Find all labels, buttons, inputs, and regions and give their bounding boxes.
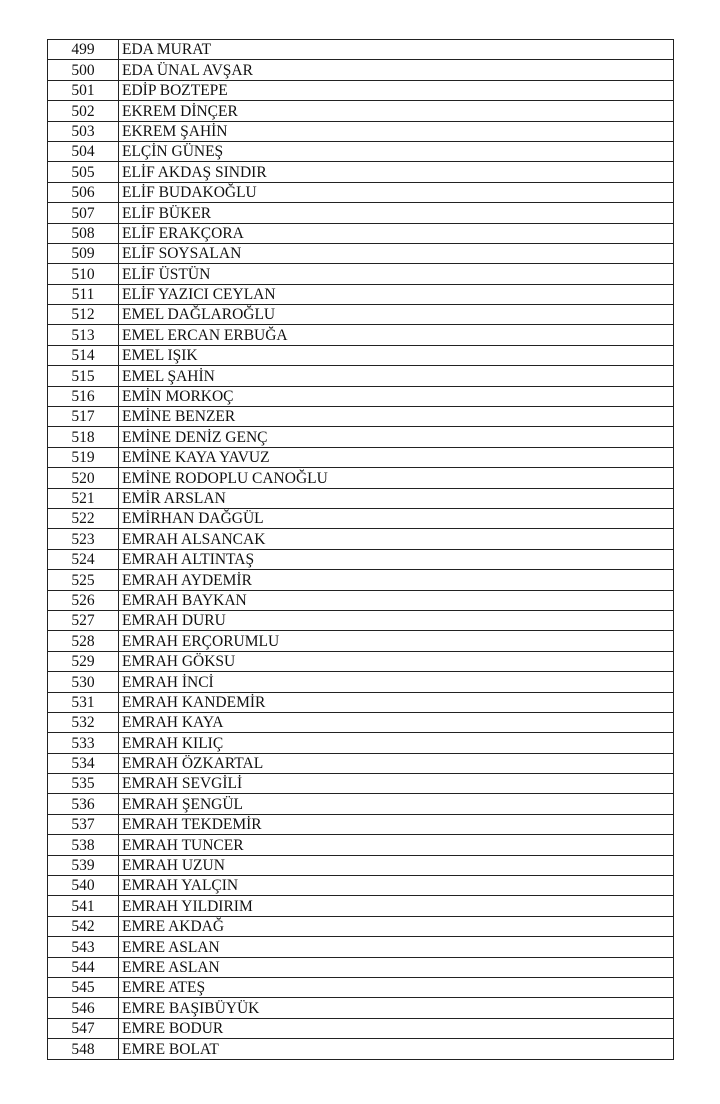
person-name: EKREM DİNÇER [119,101,674,121]
person-name: EMRAH ŞENGÜL [119,794,674,814]
row-number: 519 [48,447,119,467]
name-list-table [47,39,674,1060]
row-number: 502 [48,101,119,121]
table-row [48,855,674,875]
person-name: EMRE ASLAN [119,937,674,957]
table-row [48,570,674,590]
person-name: EDİP BOZTEPE [119,80,674,100]
person-name: ELİF ÜSTÜN [119,264,674,284]
row-number: 530 [48,672,119,692]
person-name: EMRAH AYDEMİR [119,570,674,590]
person-name: EMRAH YILDIRIM [119,896,674,916]
table-row [48,488,674,508]
row-number: 521 [48,488,119,508]
table-row [48,1039,674,1059]
person-name: EMEL DAĞLAROĞLU [119,305,674,325]
person-name: ELİF YAZICI CEYLAN [119,284,674,304]
row-number: 512 [48,305,119,325]
person-name: ELÇİN GÜNEŞ [119,141,674,161]
table-row [48,549,674,569]
table-row [48,631,674,651]
table-row [48,223,674,243]
table-row [48,60,674,80]
table-row [48,427,674,447]
person-name: EMİNE KAYA YAVUZ [119,447,674,467]
row-number: 535 [48,774,119,794]
table-row [48,203,674,223]
person-name: EMEL ŞAHİN [119,366,674,386]
document-page [47,39,674,1060]
table-row [48,794,674,814]
row-number: 522 [48,508,119,528]
table-row [48,876,674,896]
row-number: 540 [48,876,119,896]
person-name: EMRAH ÖZKARTAL [119,753,674,773]
row-number: 546 [48,998,119,1018]
table-row [48,264,674,284]
table-row [48,957,674,977]
person-name: EMRE ATEŞ [119,977,674,997]
table-row [48,101,674,121]
person-name: EMRE BOLAT [119,1039,674,1059]
row-number: 533 [48,733,119,753]
person-name: ELİF BUDAKOĞLU [119,182,674,202]
table-row [48,835,674,855]
person-name: EMRAH DURU [119,610,674,630]
row-number: 514 [48,345,119,365]
person-name: EMRAH TUNCER [119,835,674,855]
table-row [48,468,674,488]
table-row [48,733,674,753]
row-number: 501 [48,80,119,100]
row-number: 505 [48,162,119,182]
table-row [48,141,674,161]
person-name: EMEL ERCAN ERBUĞA [119,325,674,345]
table-row [48,508,674,528]
row-number: 499 [48,40,119,60]
table-row [48,386,674,406]
row-number: 534 [48,753,119,773]
person-name: EMRE BAŞIBÜYÜK [119,998,674,1018]
person-name: EMİRHAN DAĞGÜL [119,508,674,528]
row-number: 525 [48,570,119,590]
row-number: 532 [48,712,119,732]
row-number: 520 [48,468,119,488]
row-number: 537 [48,814,119,834]
table-row [48,937,674,957]
person-name: EMRAH TEKDEMİR [119,814,674,834]
table-row [48,162,674,182]
row-number: 529 [48,651,119,671]
table-row [48,712,674,732]
table-row [48,182,674,202]
person-name: EDA MURAT [119,40,674,60]
table-row [48,284,674,304]
table-row [48,325,674,345]
table-row [48,692,674,712]
row-number: 516 [48,386,119,406]
person-name: EMRAH KANDEMİR [119,692,674,712]
table-row [48,80,674,100]
table-row [48,672,674,692]
row-number: 526 [48,590,119,610]
table-row [48,121,674,141]
person-name: EMRAH BAYKAN [119,590,674,610]
person-name: EMRAH UZUN [119,855,674,875]
table-row [48,814,674,834]
row-number: 508 [48,223,119,243]
row-number: 510 [48,264,119,284]
row-number: 504 [48,141,119,161]
row-number: 542 [48,916,119,936]
row-number: 541 [48,896,119,916]
table-row [48,447,674,467]
row-number: 503 [48,121,119,141]
row-number: 507 [48,203,119,223]
table-row [48,529,674,549]
person-name: ELİF SOYSALAN [119,243,674,263]
person-name: ELİF ERAKÇORA [119,223,674,243]
table-row [48,896,674,916]
row-number: 509 [48,243,119,263]
row-number: 538 [48,835,119,855]
person-name: EMRE BODUR [119,1018,674,1038]
person-name: EMİN MORKOÇ [119,386,674,406]
table-row [48,243,674,263]
person-name: ELİF AKDAŞ SINDIR [119,162,674,182]
table-row [48,610,674,630]
person-name: EMİR ARSLAN [119,488,674,508]
person-name: EMRAH SEVGİLİ [119,774,674,794]
table-row [48,345,674,365]
table-row [48,590,674,610]
row-number: 547 [48,1018,119,1038]
row-number: 515 [48,366,119,386]
row-number: 524 [48,549,119,569]
row-number: 548 [48,1039,119,1059]
person-name: EMİNE RODOPLU CANOĞLU [119,468,674,488]
table-row [48,916,674,936]
person-name: EMRAH YALÇIN [119,876,674,896]
row-number: 518 [48,427,119,447]
person-name: ELİF BÜKER [119,203,674,223]
person-name: EMRAH ERÇORUMLU [119,631,674,651]
row-number: 527 [48,610,119,630]
person-name: EMRAH ALSANCAK [119,529,674,549]
table-row [48,40,674,60]
row-number: 543 [48,937,119,957]
row-number: 517 [48,407,119,427]
table-row [48,774,674,794]
name-list-body [48,40,674,1060]
person-name: EMRAH KILIÇ [119,733,674,753]
row-number: 528 [48,631,119,651]
row-number: 506 [48,182,119,202]
row-number: 544 [48,957,119,977]
person-name: EMRAH GÖKSU [119,651,674,671]
row-number: 523 [48,529,119,549]
row-number: 539 [48,855,119,875]
row-number: 511 [48,284,119,304]
person-name: EDA ÜNAL AVŞAR [119,60,674,80]
person-name: EKREM ŞAHİN [119,121,674,141]
row-number: 531 [48,692,119,712]
person-name: EMİNE BENZER [119,407,674,427]
table-row [48,1018,674,1038]
row-number: 545 [48,977,119,997]
person-name: EMRE ASLAN [119,957,674,977]
table-row [48,305,674,325]
person-name: EMRAH ALTINTAŞ [119,549,674,569]
row-number: 536 [48,794,119,814]
person-name: EMEL IŞIK [119,345,674,365]
row-number: 513 [48,325,119,345]
row-number: 500 [48,60,119,80]
table-row [48,651,674,671]
table-row [48,998,674,1018]
table-row [48,407,674,427]
table-row [48,753,674,773]
person-name: EMRAH İNCİ [119,672,674,692]
person-name: EMRAH KAYA [119,712,674,732]
person-name: EMİNE DENİZ GENÇ [119,427,674,447]
table-row [48,977,674,997]
table-row [48,366,674,386]
person-name: EMRE AKDAĞ [119,916,674,936]
